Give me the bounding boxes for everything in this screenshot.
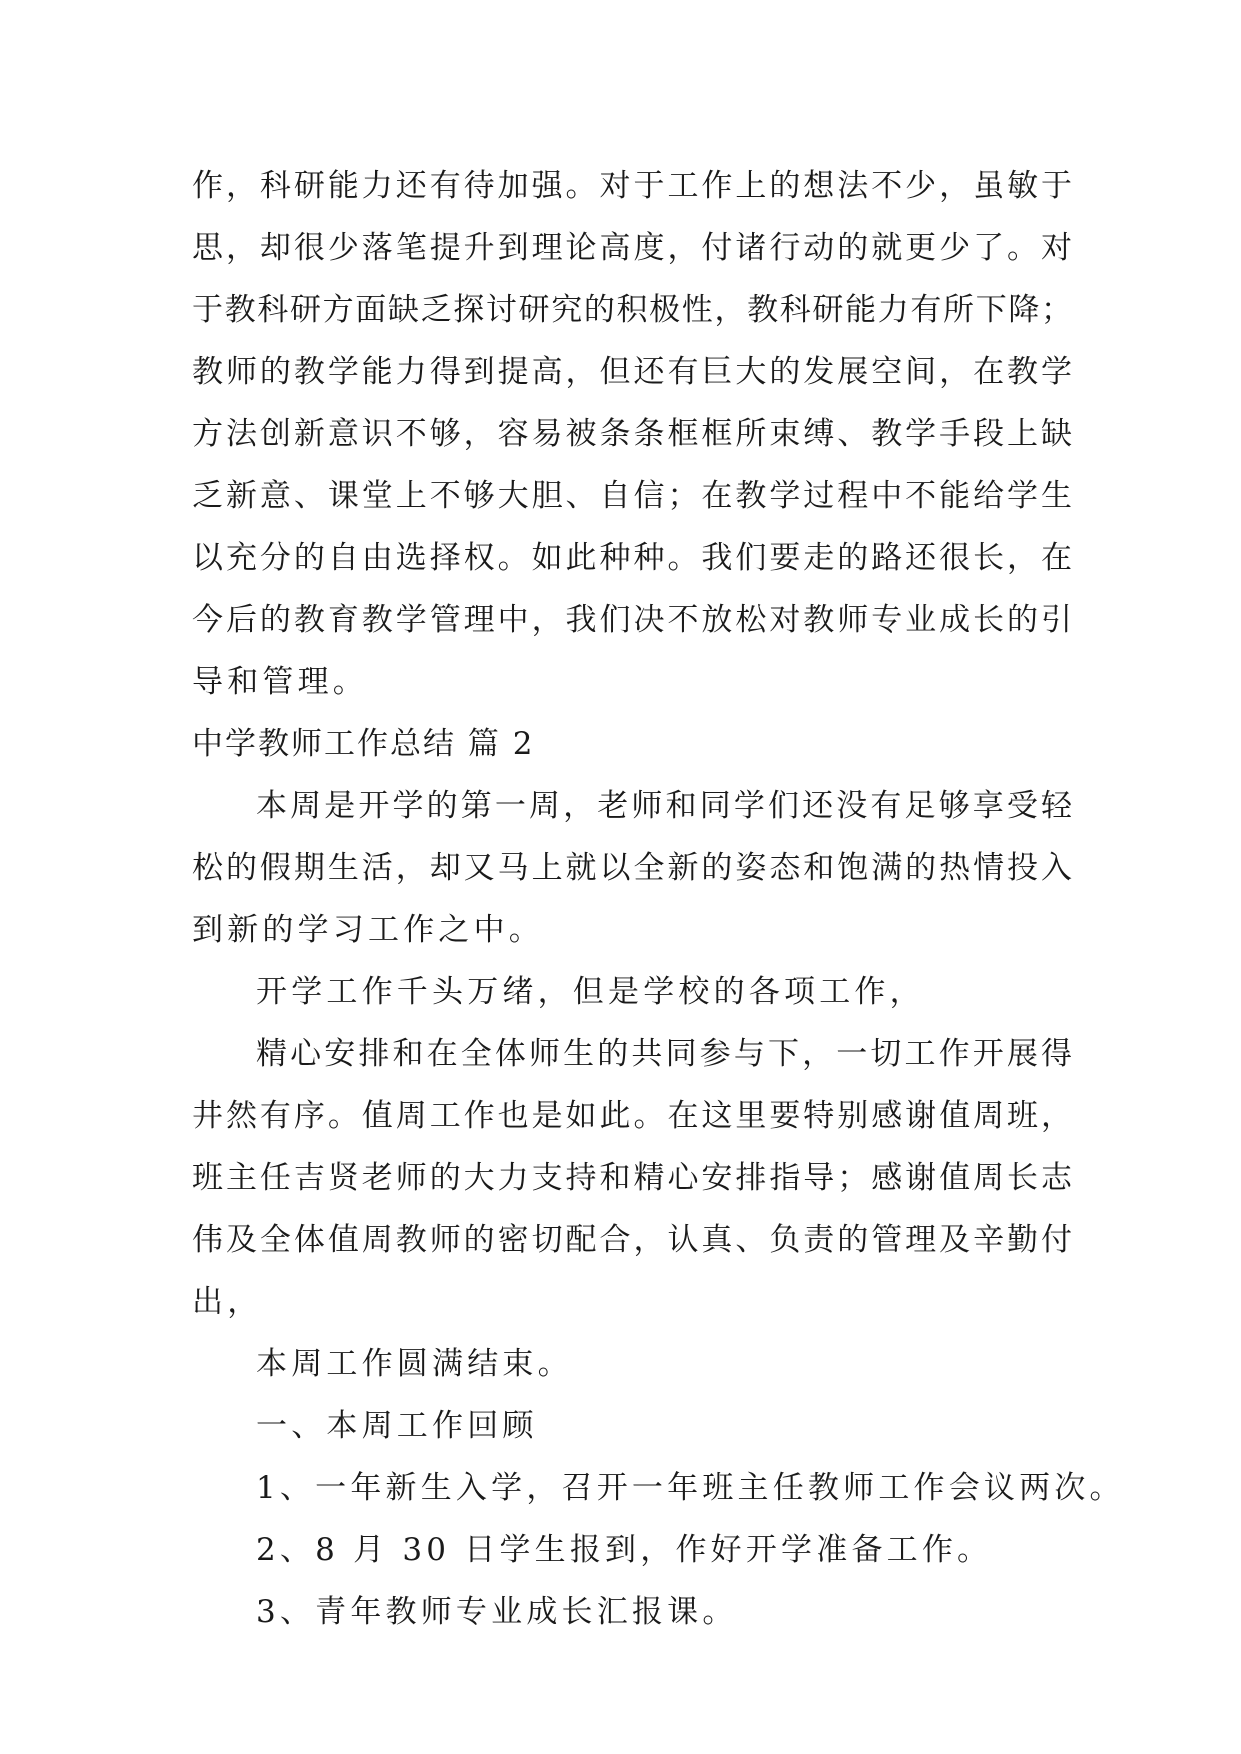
- document-body: [192, 155, 1125, 1643]
- section-title: 一、本周工作回顾: [256, 1408, 538, 1444]
- paragraph-4-line: 伟及全体值周教师的密切配合，认真、负责的管理及辛勤付: [192, 1222, 1072, 1258]
- paragraph-1-line: 思，却很少落笔提升到理论高度，付诸行动的就更少了。对: [192, 230, 1072, 266]
- paragraph-2-line: 松的假期生活，却又马上就以全新的姿态和饱满的热情投入: [192, 850, 1072, 886]
- section-heading: 中学教师工作总结 篇 2: [192, 726, 535, 762]
- paragraph-4-line: 井然有序。值周工作也是如此。在这里要特别感谢值周班，: [192, 1098, 1072, 1134]
- paragraph-1-line: 教师的教学能力得到提高，但还有巨大的发展空间，在教学: [192, 354, 1072, 390]
- paragraph-1-line: 乏新意、课堂上不够大胆、自信；在教学过程中不能给学生: [192, 478, 1072, 514]
- list-item: 2、8 月 30 日学生报到，作好开学准备工作。: [256, 1532, 993, 1568]
- paragraph-1-line: 以充分的自由选择权。如此种种。我们要走的路还很长，在: [192, 540, 1072, 576]
- paragraph-4-line: 精心安排和在全体师生的共同参与下，一切工作开展得: [256, 1036, 1072, 1072]
- paragraph-4-line: 班主任吉贤老师的大力支持和精心安排指导；感谢值周长志: [192, 1160, 1072, 1196]
- paragraph-2-line: 到新的学习工作之中。: [192, 912, 544, 948]
- paragraph-2-line: 本周是开学的第一周，老师和同学们还没有足够享受轻: [256, 788, 1072, 824]
- paragraph-1-line: 导和管理。: [192, 664, 368, 700]
- paragraph-1-line: 方法创新意识不够，容易被条条框框所束缚、教学手段上缺: [192, 416, 1072, 452]
- paragraph-4-line: 出，: [192, 1284, 263, 1320]
- paragraph-1-line: 今后的教育教学管理中，我们决不放松对教师专业成长的引: [192, 602, 1072, 638]
- paragraph-1-line: 于教科研方面缺乏探讨研究的积极性，教科研能力有所下降；: [192, 292, 1072, 328]
- paragraph-3: 开学工作千头万绪，但是学校的各项工作，: [256, 974, 925, 1010]
- paragraph-5: 本周工作圆满结束。: [256, 1346, 573, 1382]
- paragraph-1-line: 作，科研能力还有待加强。对于工作上的想法不少，虽敏于: [192, 168, 1072, 204]
- list-item: 1、一年新生入学，召开一年班主任教师工作会议两次。: [256, 1470, 1125, 1506]
- list-item: 3、青年教师专业成长汇报课。: [256, 1594, 738, 1630]
